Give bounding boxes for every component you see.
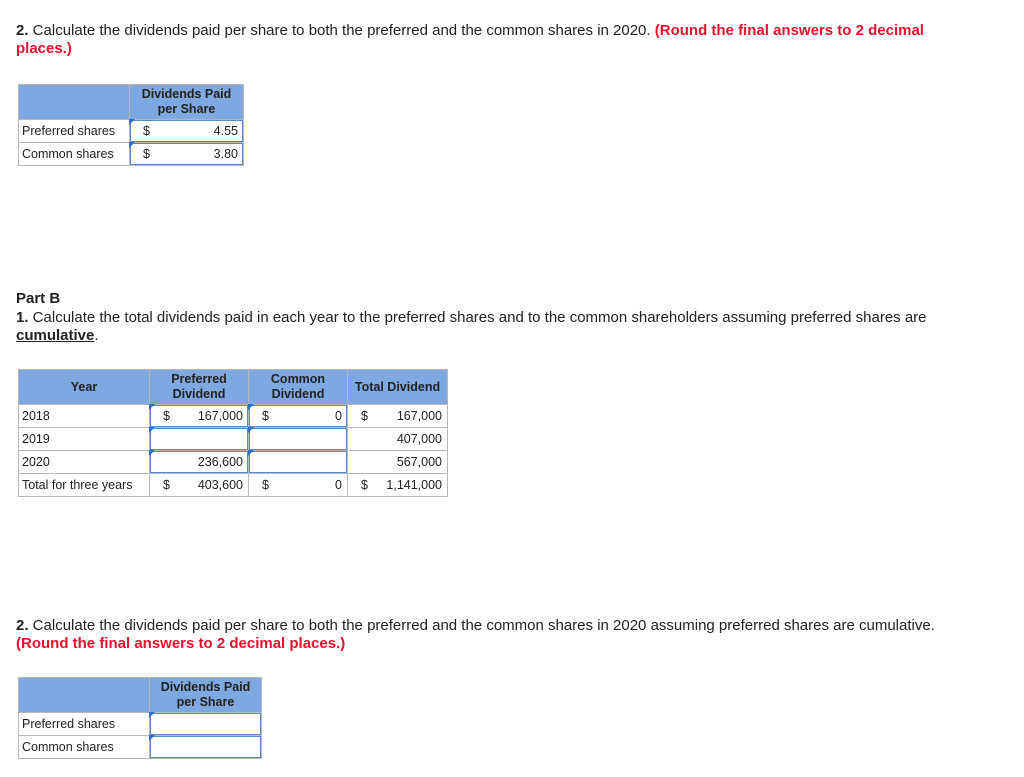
currency-symbol: $ xyxy=(262,409,269,423)
question-number: 2. xyxy=(16,617,29,634)
preferred-dividend-input[interactable] xyxy=(150,428,249,451)
question-2-part-a xyxy=(16,22,976,58)
column-header-total-dividend: Total Dividend xyxy=(348,370,448,405)
table-row-total xyxy=(19,474,448,497)
cell-value: 4.55 xyxy=(213,124,238,138)
table-row xyxy=(19,713,262,736)
column-header-year: Year xyxy=(19,370,150,405)
cell-value: 1,141,000 xyxy=(386,478,442,492)
currency-symbol: $ xyxy=(361,478,368,492)
cell-value: 3.80 xyxy=(213,147,238,161)
total-dividend-total xyxy=(348,474,448,497)
table-row xyxy=(19,143,244,166)
preferred-per-share-input[interactable] xyxy=(150,713,262,736)
question-number: 1. xyxy=(16,309,29,326)
preferred-dividend-total xyxy=(150,474,249,497)
preferred-dividend-input[interactable] xyxy=(150,451,249,474)
row-label: Preferred shares xyxy=(19,713,150,736)
total-dividend-cell xyxy=(348,451,448,474)
dividends-per-share-table xyxy=(18,84,244,166)
table-row xyxy=(19,736,262,759)
table-corner-cell xyxy=(19,85,130,120)
preferred-dividend-input[interactable] xyxy=(150,405,249,428)
total-dividend-cell xyxy=(348,428,448,451)
currency-symbol: $ xyxy=(143,124,150,138)
table-row xyxy=(19,120,244,143)
question-1-part-b: 1. Calculate the total dividends paid in each year to the preferred shares and to the common shareholders assuming preferred shares are cumulative. xyxy=(16,309,927,344)
cell-value: 0 xyxy=(335,478,342,492)
rounding-note: (Round the final answers to 2 decimal places.) xyxy=(16,22,924,57)
cell-value: 0 xyxy=(335,409,342,423)
currency-symbol: $ xyxy=(143,147,150,161)
question-2-part-b xyxy=(16,617,976,653)
row-label: Common shares xyxy=(19,736,150,759)
column-header-dividends-per-share: Dividends Paid per Share xyxy=(150,678,262,713)
column-header-dividends-per-share: Dividends Paid per Share xyxy=(130,85,244,120)
cell-value: 403,600 xyxy=(197,478,243,492)
cell-value: 567,000 xyxy=(396,455,442,469)
common-dividend-input[interactable] xyxy=(249,451,348,474)
currency-symbol: $ xyxy=(361,409,368,423)
table-corner-cell xyxy=(19,678,150,713)
preferred-per-share-input[interactable] xyxy=(130,120,244,143)
total-dividend-cell xyxy=(348,405,448,428)
cell-value: 407,000 xyxy=(396,432,442,446)
cell-value: 167,000 xyxy=(396,409,442,423)
row-label: 2020 xyxy=(19,451,150,474)
currency-symbol: $ xyxy=(163,409,170,423)
column-header-common-dividend: Common Dividend xyxy=(249,370,348,405)
question-text: Calculate the dividends paid per share to both the preferred and the common shares in 2020. xyxy=(28,22,655,39)
currency-symbol: $ xyxy=(163,478,170,492)
currency-symbol: $ xyxy=(262,478,269,492)
row-label: 2018 xyxy=(19,405,150,428)
cell-value: 167,000 xyxy=(197,409,243,423)
part-b-heading: Part B xyxy=(16,290,61,307)
row-label: 2019 xyxy=(19,428,150,451)
rounding-note: (Round the final answers to 2 decimal places.) xyxy=(16,635,346,652)
common-per-share-input[interactable] xyxy=(130,143,244,166)
common-dividend-total xyxy=(249,474,348,497)
common-dividend-input[interactable] xyxy=(249,405,348,428)
table-row xyxy=(19,428,448,451)
table-row xyxy=(19,405,448,428)
table-row xyxy=(19,451,448,474)
total-dividends-table xyxy=(18,369,448,497)
cumulative-link[interactable]: cumulative xyxy=(16,327,95,344)
row-label: Common shares xyxy=(19,143,130,166)
question-text: Calculate the dividends paid per share to both the preferred and the common shares in 2020 assuming preferred shares are cumulative. xyxy=(28,617,935,634)
row-label: Preferred shares xyxy=(19,120,130,143)
question-number: 2. xyxy=(16,22,29,39)
cumulative-dividends-per-share-table xyxy=(18,677,262,759)
question-text: Calculate the total dividends paid in each year to the preferred shares and to the common shareholders assuming preferred shares are xyxy=(28,309,927,326)
common-per-share-input[interactable] xyxy=(150,736,262,759)
cell-value: 236,600 xyxy=(197,455,243,469)
common-dividend-input[interactable] xyxy=(249,428,348,451)
column-header-preferred-dividend: Preferred Dividend xyxy=(150,370,249,405)
row-label: Total for three years xyxy=(19,474,150,497)
